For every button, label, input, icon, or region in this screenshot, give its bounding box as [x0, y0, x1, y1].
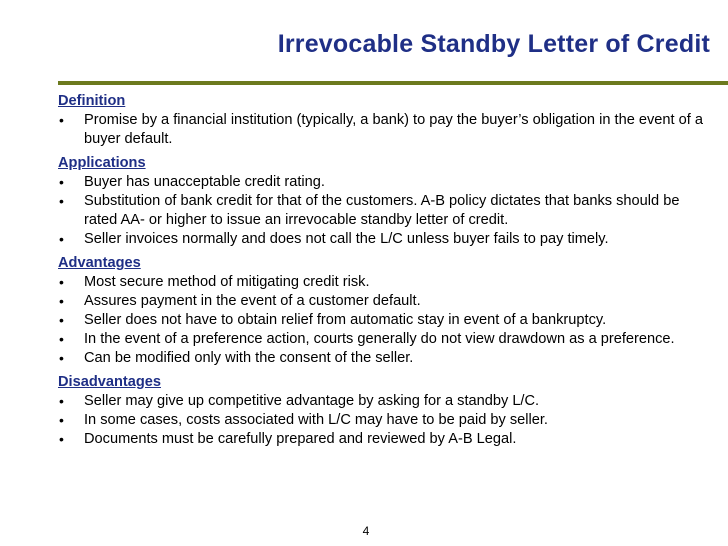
section-advantages: [58, 254, 708, 368]
bullet-text: Most secure method of mitigating credit risk.: [84, 274, 370, 290]
page-number: 4: [362, 524, 370, 538]
section-definition: [58, 92, 708, 149]
bullet-icon: •: [59, 174, 64, 190]
bullet-text: Can be modified only with the consent of the seller.: [84, 350, 414, 366]
bullet-item: [58, 311, 708, 330]
bullet-item: [58, 273, 708, 292]
bullet-icon: •: [59, 112, 64, 128]
bullet-icon: •: [59, 393, 64, 409]
section-heading-definition: Definition: [58, 93, 126, 109]
section-heading-applications: Applications: [58, 155, 146, 171]
bullet-text: Seller invoices normally and does not call the L/C unless buyer fails to pay timely.: [84, 231, 609, 247]
bullet-icon: •: [59, 293, 64, 309]
bullet-text: Buyer has unacceptable credit rating.: [84, 174, 325, 190]
bullet-item: [58, 111, 708, 149]
section-disadvantages: [58, 373, 708, 449]
title-divider: [58, 81, 728, 85]
bullet-text: Seller may give up competitive advantage by asking for a standby L/C.: [84, 393, 540, 409]
slide-title: Irrevocable Standby Letter of Credit: [277, 30, 710, 58]
bullet-item: [58, 292, 708, 311]
bullet-icon: •: [59, 331, 64, 347]
bullet-item: [58, 430, 708, 449]
bullet-item: [58, 411, 708, 430]
section-heading-advantages: Advantages: [58, 255, 141, 271]
bullet-icon: •: [59, 431, 64, 447]
bullet-item: [58, 349, 708, 368]
bullet-item: [58, 192, 708, 230]
bullet-icon: •: [59, 350, 64, 366]
bullet-icon: •: [59, 274, 64, 290]
bullet-text: Substitution of bank credit for that of the customers. A-B policy dictates that banks should be rated AA- or higher to issue an irrevocable standby letter of credit.: [84, 193, 680, 228]
bullet-text: Promise by a financial institution (typically, a bank) to pay the buyer’s obligation in the event of a buyer default.: [84, 112, 703, 147]
bullet-item: [58, 230, 708, 249]
bullet-text: In the event of a preference action, courts generally do not view drawdown as a preference.: [84, 331, 675, 347]
bullet-icon: •: [59, 231, 64, 247]
bullet-icon: •: [59, 312, 64, 328]
bullet-item: [58, 392, 708, 411]
bullet-item: [58, 173, 708, 192]
bullet-text: Documents must be carefully prepared and reviewed by A-B Legal.: [84, 431, 517, 447]
section-heading-disadvantages: Disadvantages: [58, 374, 162, 390]
section-applications: [58, 154, 708, 249]
slide-content: [58, 92, 708, 454]
bullet-text: Seller does not have to obtain relief from automatic stay in event of a bankruptcy.: [84, 312, 607, 328]
bullet-item: [58, 330, 708, 349]
bullet-icon: •: [59, 412, 64, 428]
bullet-text: Assures payment in the event of a customer default.: [84, 293, 421, 309]
bullet-icon: •: [59, 193, 64, 209]
bullet-text: In some cases, costs associated with L/C may have to be paid by seller.: [84, 412, 548, 428]
